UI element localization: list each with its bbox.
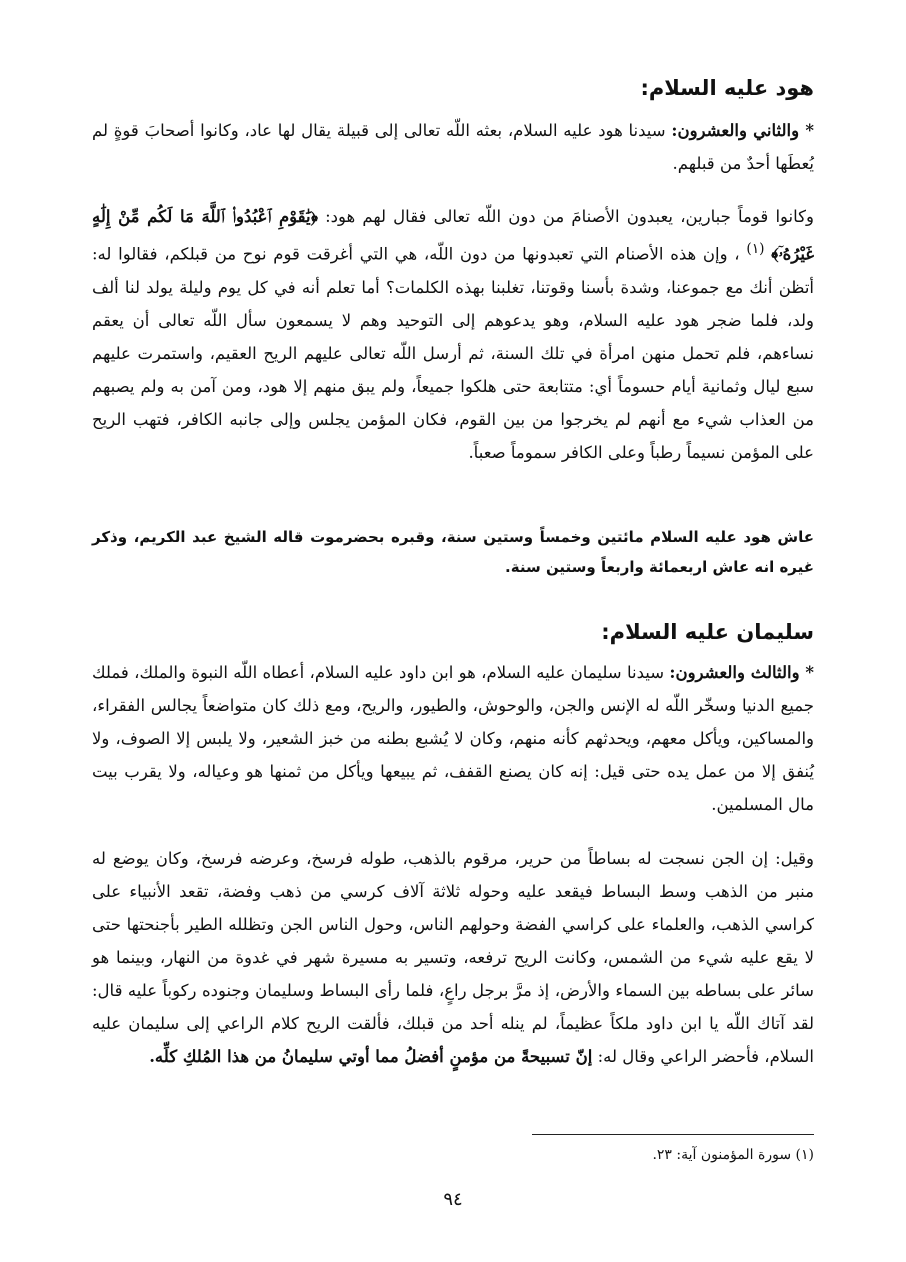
page-number: ٩٤ — [443, 1189, 463, 1210]
hud-intro-text: سيدنا هود عليه السلام، بعثه اللّه تعالى إلى قبيلة يقال لها عاد، وكانوا أصحابَ قوةٍ لم يُعطَها أحدٌ من قبلهم. — [92, 121, 814, 173]
sulayman-carpet-paragraph — [92, 842, 814, 1073]
section-heading-sulayman: سليمان عليه السلام: — [601, 620, 814, 644]
hud-story-paragraph — [92, 200, 814, 469]
footnote-reference[interactable]: (١) — [746, 241, 765, 257]
hud-intro-lead: * والثاني والعشرون: — [671, 121, 814, 140]
sulayman-intro-text: سيدنا سليمان عليه السلام، هو ابن داود عليه السلام، أعطاه اللّه النبوة والملك، فملك جميع الدنيا وسخّر اللّه له الإنس والجن، والوحوش، والطيور، والريح، ومع ذلك كان متواضعاً يجالس الفقراء، والمساكين، ويأكل معهم، ويحدثهم كأنه منهم، وكان لا يُشبع بطنه من خبز الشعير، ولا يلبس إلا الصوف، ولا يُنفق إلا من عمل يده حتى قيل: إنه كان يصنع القفف، ثم يبيعها ويأكل من ثمنها هو وعياله، ولا يقرب بيت مال المسلمين. — [92, 663, 814, 814]
shepherd-quote: إنّ تسبيحةً من مؤمنٍ أفضلُ مما أوتي سليمانُ من هذا المُلكِ كلِّه. — [149, 1047, 593, 1066]
sulayman-intro-lead: * والثالث والعشرون: — [669, 663, 815, 682]
sulayman-carpet-text: وقيل: إن الجن نسجت له بساطاً من حرير، مرقوم بالذهب، طوله فرسخ، وعرضه فرسخ، وكان يوضع له منبر من الذهب وسط البساط فيقعد عليه وحوله ثلاثة آلاف كرسي من ذهب وفضة، تقعد الأنبياء على كراسي الذهب، والعلماء على كراسي الفضة وحولهم الناس، وحول الناس الجن وتظلله الطير بأجنحتها حتى لا يقع عليه شيء من الشمس، وكانت الريح ترفعه، وتسير به مسيرة شهر في غدوة من النهار، وبينما هو سائر على بساطه بين السماء والأرض، إذ مرَّ برجل راعٍ، فلما رأى البساط وسليمان وجنوده ركوباً عليه قال: لقد آتاك اللّه يا ابن داود ملكاً عظيماً، لم ينله أحد من قبلك، فألقت الريح كلام الراعي إلى سليمان عليه السلام، فأحضر الراعي وقال له: — [92, 849, 814, 1066]
hud-story-text-b: ، وإن هذه الأصنام التي تعبدونها من دون اللّه، هي التي أغرقت قوم نوح من قبلكم، فقالوا له: أتظن أنك مع جموعنا، وشدة بأسنا وقوتنا، تغلبنا بهذه الكلمات؟ أما تعلم أنه في كل يوم وليلة يولد لنا ألف ولد، فلما ضجر هود عليه السلام، وهو يدعوهم إلى التوحيد وهم لا يسمعون سأل اللّه تعالى أن يعقم نساءهم، فلم تحمل منهن امرأة في تلك السنة، ثم أرسل اللّه تعالى عليهم الريح العقيم، واستمرت عليهم سبع ليال وثمانية أيام حسوماً أي: متتابعة حتى هلكوا جميعاً، ولم يبق منهم إلا هود، ومن آمن به ولم يصبهم من العذاب شيء مع أنهم لم يخرجوا من بين القوم، فكان المؤمن يجلس وإلى جانبه الكافر، فتهب الريح على المؤمن نسيماً رطباً وعلى الكافر سموماً صعباً. — [92, 244, 814, 462]
footnote: (١) سورة المؤمنون آية: ٢٣. — [652, 1147, 814, 1163]
section-heading-hud: هود عليه السلام: — [640, 76, 814, 100]
sulayman-intro-paragraph — [92, 656, 814, 821]
hud-story-text-a: وكانوا قوماً جبارين، يعبدون الأصنامَ من دون اللّه تعالى فقال لهم هود: — [325, 207, 814, 226]
hud-lifespan-note: عاش هود عليه السلام مائتين وخمساً وستين سنة، وقبره بحضرموت قاله الشيخ عبد الكريم، وذكر غيره انه عاش اربعمائة واربعاً وستين سنة. — [92, 528, 814, 576]
hud-intro-paragraph — [92, 114, 814, 180]
quran-quote: ﴿يَٰقَوْمِ ٱعْبُدُوا۟ ٱللَّهَ مَا لَكُم مِّنْ إِلَٰهٍ غَيْرُهُۥٓ﴾ — [92, 207, 815, 264]
footnote-divider — [532, 1134, 814, 1135]
